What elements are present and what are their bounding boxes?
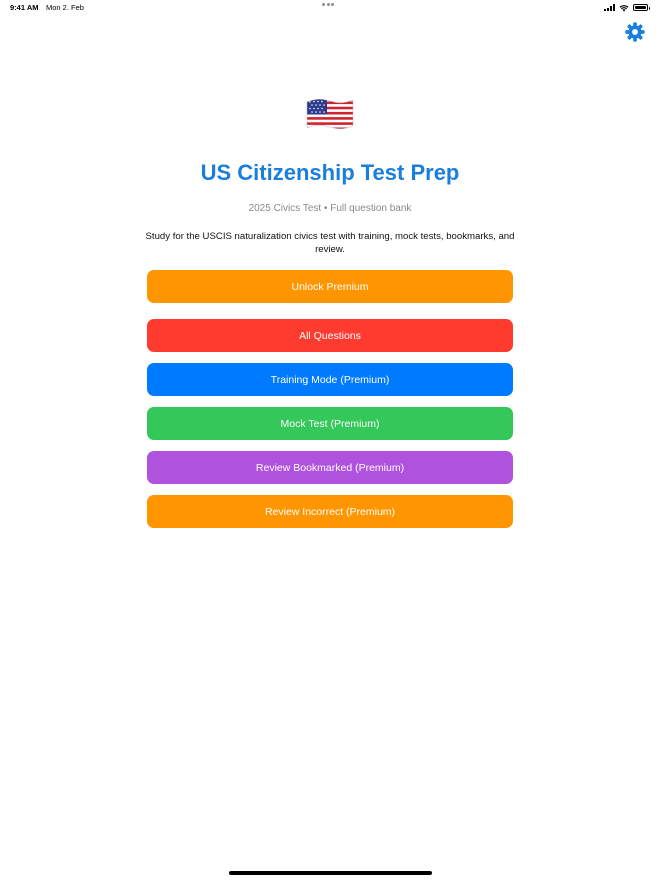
unlock-premium-button[interactable]: Unlock Premium (147, 270, 513, 303)
training-mode-button[interactable]: Training Mode (Premium) (147, 363, 513, 396)
status-indicators (604, 3, 648, 12)
status-time: 9:41 AM (10, 3, 39, 12)
app-description: Study for the USCIS naturalization civics test with training, mock tests, bookmarks, and review. (145, 231, 515, 255)
battery-level (635, 6, 646, 9)
wifi-icon (619, 4, 629, 12)
home-indicator[interactable] (229, 871, 432, 875)
status-date: Mon 2. Feb (46, 3, 84, 12)
app-title: US Citizenship Test Prep (200, 160, 460, 185)
us-flag-icon (305, 96, 355, 132)
app-subtitle: 2025 Civics Test • Full question bank (248, 203, 412, 214)
status-bar (0, 0, 660, 16)
all-questions-button[interactable]: All Questions (147, 319, 513, 352)
mock-test-button[interactable]: Mock Test (Premium) (147, 407, 513, 440)
settings-button[interactable] (624, 21, 646, 43)
review-bookmarked-button[interactable]: Review Bookmarked (Premium) (147, 451, 513, 484)
battery-icon (633, 4, 648, 11)
cellular-signal-icon (604, 4, 615, 11)
gear-icon (624, 21, 646, 43)
review-incorrect-button[interactable]: Review Incorrect (Premium) (147, 495, 513, 528)
multitasking-dots-icon[interactable] (322, 3, 338, 9)
